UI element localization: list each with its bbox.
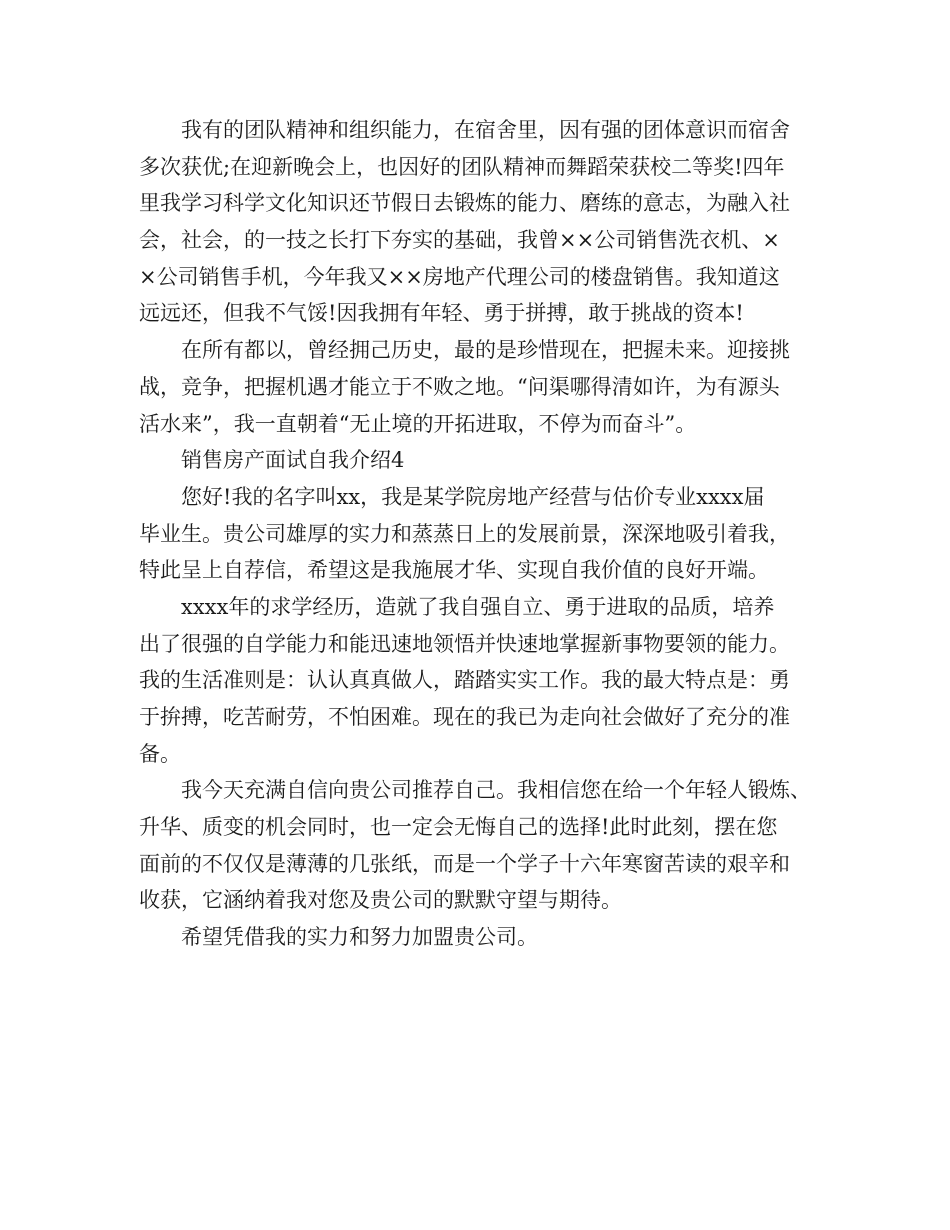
text-line: 于拚搏，吃苦耐劳，不怕困难。现在的我已为走向社会做好了充分的准 [139, 705, 790, 729]
text-line: 面前的不仅仅是薄薄的几张纸，而是一个学子十六年寒窗苦读的艰辛和 [139, 851, 790, 876]
section-heading: 销售房产面试自我介绍4 [181, 448, 405, 473]
text-line: 希望凭借我的实力和努力加盟贵公司。 [181, 925, 538, 950]
text-line: ×公司销售手机，今年我又××房地产代理公司的楼盘销售。我知道这 [139, 264, 780, 289]
text-line: 里我学习科学文化知识还节假日去锻炼的能力、磨练的意志，为融入社 [139, 191, 790, 216]
text-line: 会，社会，的一技之长打下夯实的基础，我曾××公司销售洗衣机、× [139, 228, 780, 253]
text-line: 收获，它涵纳着我对您及贵公司的默默守望与期待。 [139, 888, 622, 913]
text-line: 备。 [139, 741, 181, 766]
text-line: 我的生活准则是：认认真真做人，踏踏实实工作。我的最大特点是：勇 [139, 668, 790, 693]
text-line: 战，竞争，把握机遇才能立于不败之地。“问渠哪得清如许，为有源头 [139, 374, 780, 399]
text-line: xxxx年的求学经历，造就了我自强自立、勇于进取的品质，培养 [181, 594, 775, 619]
text-line: 特此呈上自荐信，希望这是我施展才华、实现自我价值的良好开端。 [139, 558, 769, 583]
text-line: 我有的团队精神和组织能力，在宿舍里，因有强的团体意识而宿舍 [181, 118, 790, 142]
text-line: 远远还，但我不气馁!因我拥有年轻、勇于拼搏，敢于挑战的资本! [139, 301, 744, 326]
text-line: 在所有都以，曾经拥己历史，最的是珍惜现在，把握未来。迎接挑 [181, 338, 790, 363]
text-line: 毕业生。贵公司雄厚的实力和蒸蒸日上的发展前景，深深地吸引着我， [139, 521, 790, 546]
text-line: 活水来”，我一直朝着“无止境的开拓进取，不停为而奋斗”。 [139, 411, 697, 436]
text-line: 出了很强的自学能力和能迅速地领悟并快速地掌握新事物要领的能力。 [139, 631, 790, 656]
text-line: 您好!我的名字叫xx，我是某学院房地产经营与估价专业xxxx届 [181, 484, 765, 509]
document-body [139, 112, 819, 956]
text-line: 我今天充满自信向贵公司推荐自己。我相信您在给一个年轻人锻炼、 [181, 778, 811, 803]
text-line: 多次获优;在迎新晚会上，也因好的团队精神而舞蹈荣获校二等奖!四年 [139, 154, 785, 179]
text-line: 升华、质变的机会同时，也一定会无悔自己的选择!此时此刻，摆在您 [139, 815, 778, 840]
